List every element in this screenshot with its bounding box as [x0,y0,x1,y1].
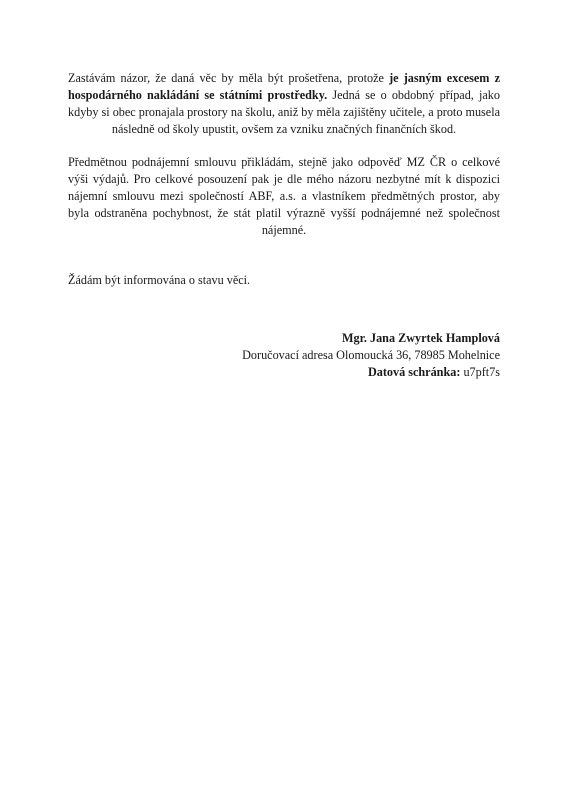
paragraph-opinion-text-end: Jedná se o obdobný případ, jako kdyby si obec pronajala prostory na školu, aniž by měla zajištěny učitele, a proto musela následně od školy upustit, ovšem za vzniku značných finančních škod. [68,88,500,136]
signature-name: Mgr. Jana Zwyrtek Hamplová [342,331,500,345]
signature-block [242,330,500,381]
paragraph-request: Žádám být informována o stavu věci. [68,273,251,287]
paragraph-opinion-text-start: Zastávám názor, že daná věc by měla být prošetřena, protože [68,71,390,85]
paragraph-attachment: Předmětnou podnájemní smlouvu přikládám, stejně jako odpověď MZ ČR o celkové výši výdajů. Pro celkové posouzení pak je dle mého názoru nezbytné mít k dispozici nájemní smlouvu mezi společností ABF, a.s. a vlastníkem předmětných prostor, aby byla odstraněna pochybnost, že stát platil výrazně vyšší podnájemné než společnost nájemné. [68,155,500,237]
databox-value: u7pft7s [460,365,500,379]
signature-address: Doručovací adresa Olomoucká 36, 78985 Mohelnice [242,348,500,362]
paragraph-opinion [68,70,500,138]
signature-databox [242,364,500,381]
paragraph-opinion-bold: je jasným excesem z hospodárného nakládání se státními prostředky. [68,71,500,102]
databox-label: Datová schránka: [367,365,461,379]
